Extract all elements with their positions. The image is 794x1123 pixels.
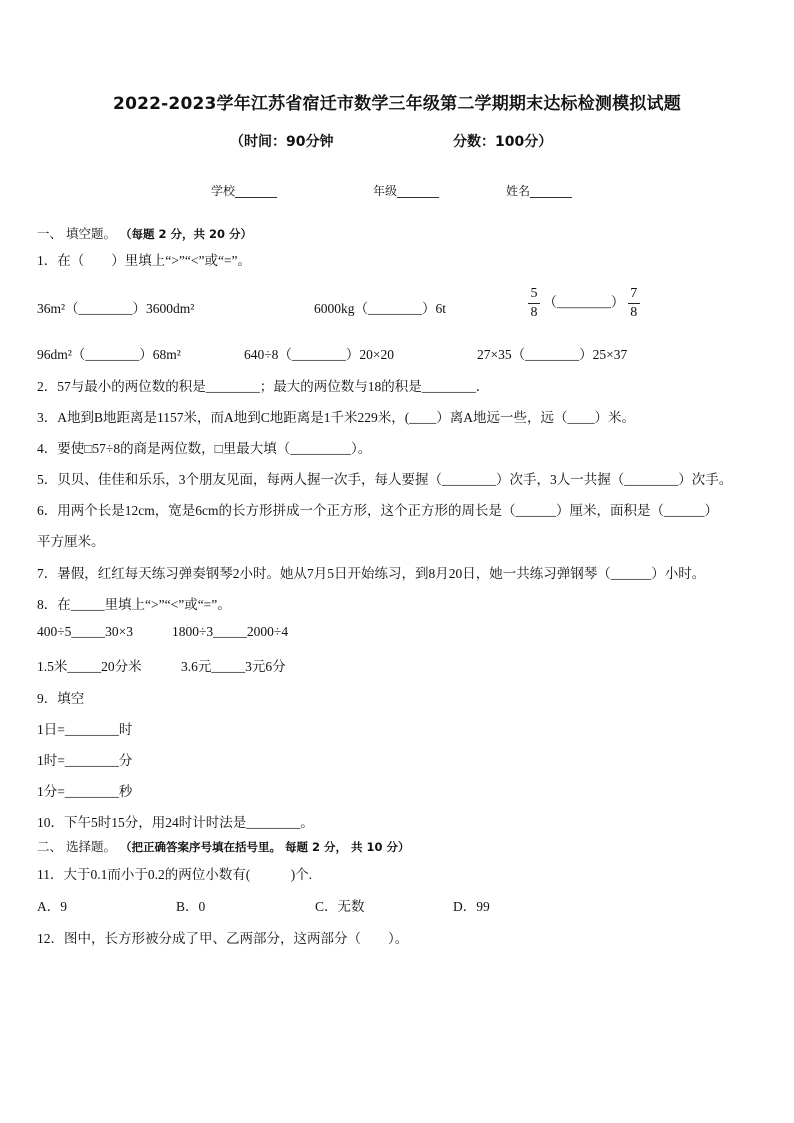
fraction-right — [628, 285, 640, 322]
fraction-compare-blank: （________） — [543, 294, 625, 310]
fraction-left-denominator: 8 — [530, 305, 538, 320]
section-1-title: 一、 填空题。 — [37, 226, 116, 241]
question-7: 7．暑假，红红每天练习弹奏钢琴2小时。她从7月5日开始练习，到8月20日，她一共练习弹钢琴（______）小时。 — [37, 566, 706, 581]
question-10: 10．下午5时15分，用24时计时法是________。 — [37, 815, 314, 830]
section-2-title: 二、 选择题。 — [37, 839, 116, 854]
q8-item-3: 1.5米_____20分米 — [37, 659, 142, 674]
q8-item-2: 1800÷3_____2000÷4 — [172, 624, 289, 639]
question-3: 3．A地到B地距离是1157米，而A地到C地距离是1千米229米，(____）离A地远一些，远（____）米。 — [37, 410, 636, 425]
fraction-left — [528, 285, 540, 322]
name-field: 姓名_______ — [506, 184, 573, 198]
q11-option-c: C．无数 — [315, 899, 365, 914]
fraction-right-denominator: 8 — [630, 305, 638, 320]
question-2: 2．57与最小的两位数的积是________；最大的两位数与18的积是________． — [37, 379, 490, 394]
question-8: 8．在_____里填上“>”“<”或“=”。 — [37, 597, 231, 612]
q9-item-1: 1日=________时 — [37, 722, 133, 737]
question-11: 11．大于0.1而小于0.2的两位小数有( )个. — [37, 867, 313, 882]
school-field: 学校_______ — [211, 184, 278, 198]
q11-option-a: A．9 — [37, 899, 67, 914]
q9-item-3: 1分=________秒 — [37, 784, 133, 799]
q8-item-4: 3.6元_____3元6分 — [181, 659, 286, 674]
q1-item-6: 27×35（________）25×37 — [477, 347, 628, 362]
q11-option-d: D．99 — [453, 899, 490, 914]
q11-option-b: B．0 — [176, 899, 206, 914]
section-2-note: （把正确答案序号填在括号里。 每题 2 分， 共 10 分） — [119, 840, 410, 854]
q1-item-4: 96dm²（________）68m² — [37, 347, 181, 362]
fraction-left-numerator: 5 — [530, 286, 538, 301]
section-1-note: （每题 2 分，共 20 分） — [119, 227, 252, 241]
q1-item-1: 36m²（________）3600dm² — [37, 301, 195, 316]
q1-item-5: 640÷8（________）20×20 — [244, 347, 395, 362]
question-6-line-1: 6．用两个长是12cm，宽是6cm的长方形拼成一个正方形，这个正方形的周长是（______）厘米，面积是（______） — [37, 503, 718, 518]
exam-time: （时间：90分钟 — [230, 134, 334, 150]
question-6-line-2: 平方厘米。 — [37, 534, 105, 549]
question-9: 9．填空 — [37, 691, 85, 706]
question-4: 4．要使□57÷8的商是两位数，□里最大填（_________）。 — [37, 441, 372, 456]
exam-score: 分数：100分） — [453, 134, 553, 150]
q1-item-3 — [528, 285, 640, 322]
q8-item-1: 400÷5_____30×3 — [37, 624, 134, 639]
question-1: 1．在（ ）里填上“>”“<”或“=”。 — [37, 253, 252, 268]
section-2-heading — [37, 837, 410, 855]
question-5: 5．贝贝、佳佳和乐乐，3个朋友见面，每两人握一次手，每人要握（________）次手，3人一共握（________）次手。 — [37, 472, 733, 487]
fraction-right-numerator: 7 — [630, 286, 638, 301]
page-title: 2022-2023学年江苏省宿迁市数学三年级第二学期期末达标检测模拟试题 — [113, 94, 681, 114]
section-1-heading — [37, 224, 252, 242]
grade-field: 年级_______ — [373, 184, 440, 198]
q9-item-2: 1时=________分 — [37, 753, 133, 768]
question-12: 12．图中，长方形被分成了甲、乙两部分，这两部分（ ）。 — [37, 931, 409, 946]
q1-item-2: 6000kg（________）6t — [314, 301, 447, 316]
